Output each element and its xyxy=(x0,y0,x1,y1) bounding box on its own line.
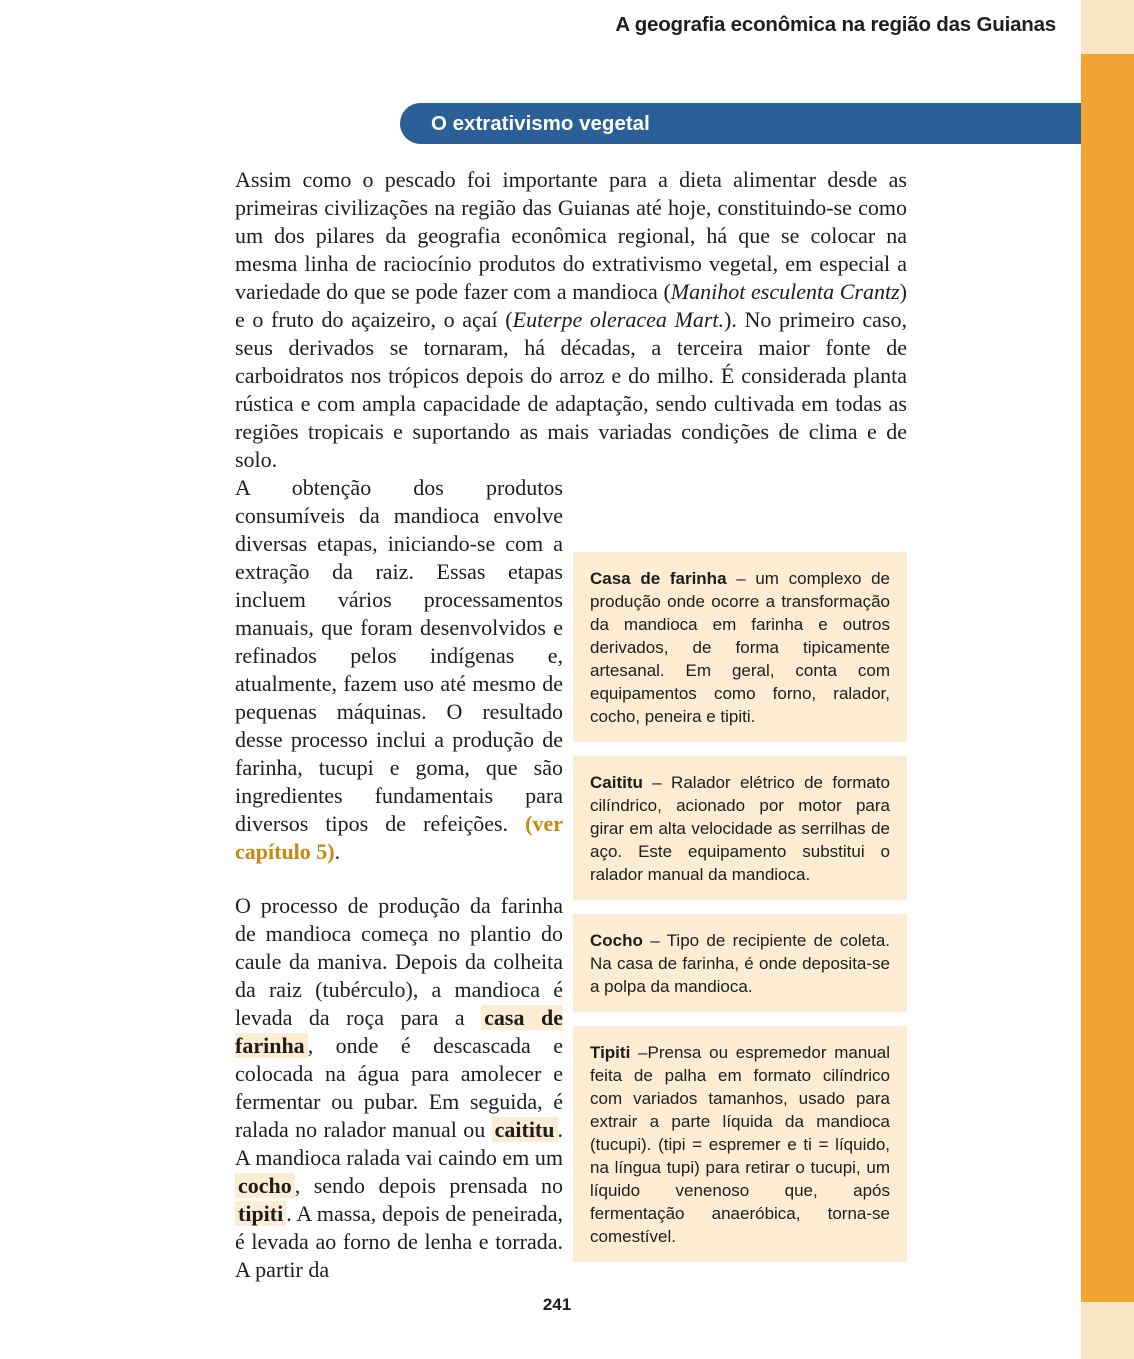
species-name: Manihot esculenta Crantz xyxy=(670,279,900,304)
glossary-column xyxy=(573,552,907,1276)
section-title-bar xyxy=(400,103,1081,144)
glossary-definition: – Tipo de recipiente de coleta. Na casa de farinha, é onde deposita-se a polpa da mandioca. xyxy=(590,931,890,996)
paragraph-intro xyxy=(235,166,907,474)
text-segment: ). No primeiro caso, seus derivados se tornaram, há décadas, a terceira maior fonte de carboidratos nos trópicos depois do arroz e do milho. É considerada planta rústica e com ampla capacidade de adaptação, sendo cultivada em todas as regiões tropicais e suportando as mais variadas condições de clima e de solo. xyxy=(235,307,907,472)
text-segment: A obtenção dos produtos consumíveis da mandioca envolve diversas etapas, iniciando-se com a extração da raiz. Essas etapas incluem vários processamentos manuais, que foram desenvolvidos e refinados pelos indígenas e, atualmente, fazem uso até mesmo de pequenas máquinas. O resultado desse processo inclui a produção de farinha, tucupi e goma, que são ingredientes fundamentais para diversos tipos de refeições. xyxy=(235,475,563,836)
article-body xyxy=(235,166,907,1284)
section-title: O extrativismo vegetal xyxy=(431,111,650,135)
text-segment: . A mandioca ralada vai caindo em um xyxy=(235,1117,563,1170)
glossary-term-highlight: tipiti xyxy=(235,1201,286,1226)
text-segment: , onde é descascada e colocada na água para amolecer e fermentar ou pubar. Em seguida, é ralada no ralador manual ou xyxy=(235,1033,563,1142)
chapter-link[interactable]: (ver capítulo 5) xyxy=(235,811,563,864)
glossary-term: Tipiti xyxy=(590,1043,631,1062)
glossary-box-casa-de-farinha xyxy=(573,552,907,742)
glossary-term: Cocho xyxy=(590,931,643,950)
text-segment: . xyxy=(334,839,341,864)
edge-strip-cream-bottom xyxy=(1081,1302,1134,1359)
glossary-term-highlight: cocho xyxy=(235,1173,295,1198)
page-edge-strip xyxy=(1081,0,1134,1359)
glossary-box-cocho xyxy=(573,914,907,1012)
glossary-box-tipiti xyxy=(573,1026,907,1262)
page-number: 241 xyxy=(542,1295,572,1314)
species-name: Euterpe oleracea Mart. xyxy=(512,307,725,332)
glossary-term: Casa de farinha xyxy=(590,569,727,588)
text-segment: Assim como o pescado foi importante para a dieta alimentar desde as primeiras civilizações na região das Guianas até hoje, constituindo-se como um dos pilares da geografia econômica regional, há que se colocar na mesma linha de raciocínio produtos do extrativismo vegetal, em especial a variedade do que se pode fazer com a mandioca ( xyxy=(235,167,907,304)
text-segment: O processo de produção da farinha de mandioca começa no plantio do caule da maniva. Depois da colheita da raiz (tubérculo), a mandioca é levada da roça para a xyxy=(235,893,563,1030)
glossary-term: Caititu xyxy=(590,773,643,792)
text-segment: , sendo depois prensada no xyxy=(294,1173,563,1198)
glossary-definition: –Prensa ou espremedor manual feita de palha em formato cilíndrico com variados tamanhos, usado para extrair a parte líquida da mandioca (tucupi). (tipi = espremer e ti = líquido, na língua tupi) para retirar o tucupi, um líquido venenoso que, após fermentação anaeróbica, torna-se comestível. xyxy=(590,1043,890,1246)
glossary-definition: – um complexo de produção onde ocorre a transformação da mandioca em farinha e outros derivados, de forma tipicamente artesanal. Em geral, conta com equipamentos como forno, ralador, cocho, peneira e tipiti. xyxy=(590,569,890,726)
glossary-box-caititu xyxy=(573,756,907,900)
text-segment: ) e o fruto do açaizeiro, o açaí ( xyxy=(235,279,907,332)
glossary-term-highlight: caititu xyxy=(492,1117,558,1142)
glossary-term-highlight: casa de farinha xyxy=(235,1005,564,1058)
glossary-definition: – Ralador elétrico de formato cilíndrico, acionado por motor para girar em alta velocidade as serrilhas de aço. Este equipamento substitui o ralador manual da mandioca. xyxy=(590,773,890,884)
text-segment: . A massa, depois de peneirada, é levada ao forno de lenha e torrada. A partir da xyxy=(235,1201,563,1282)
running-title: A geografia econômica na região das Guianas xyxy=(615,13,1056,36)
edge-strip-cream-top xyxy=(1081,0,1134,54)
edge-strip-orange xyxy=(1081,54,1134,1302)
